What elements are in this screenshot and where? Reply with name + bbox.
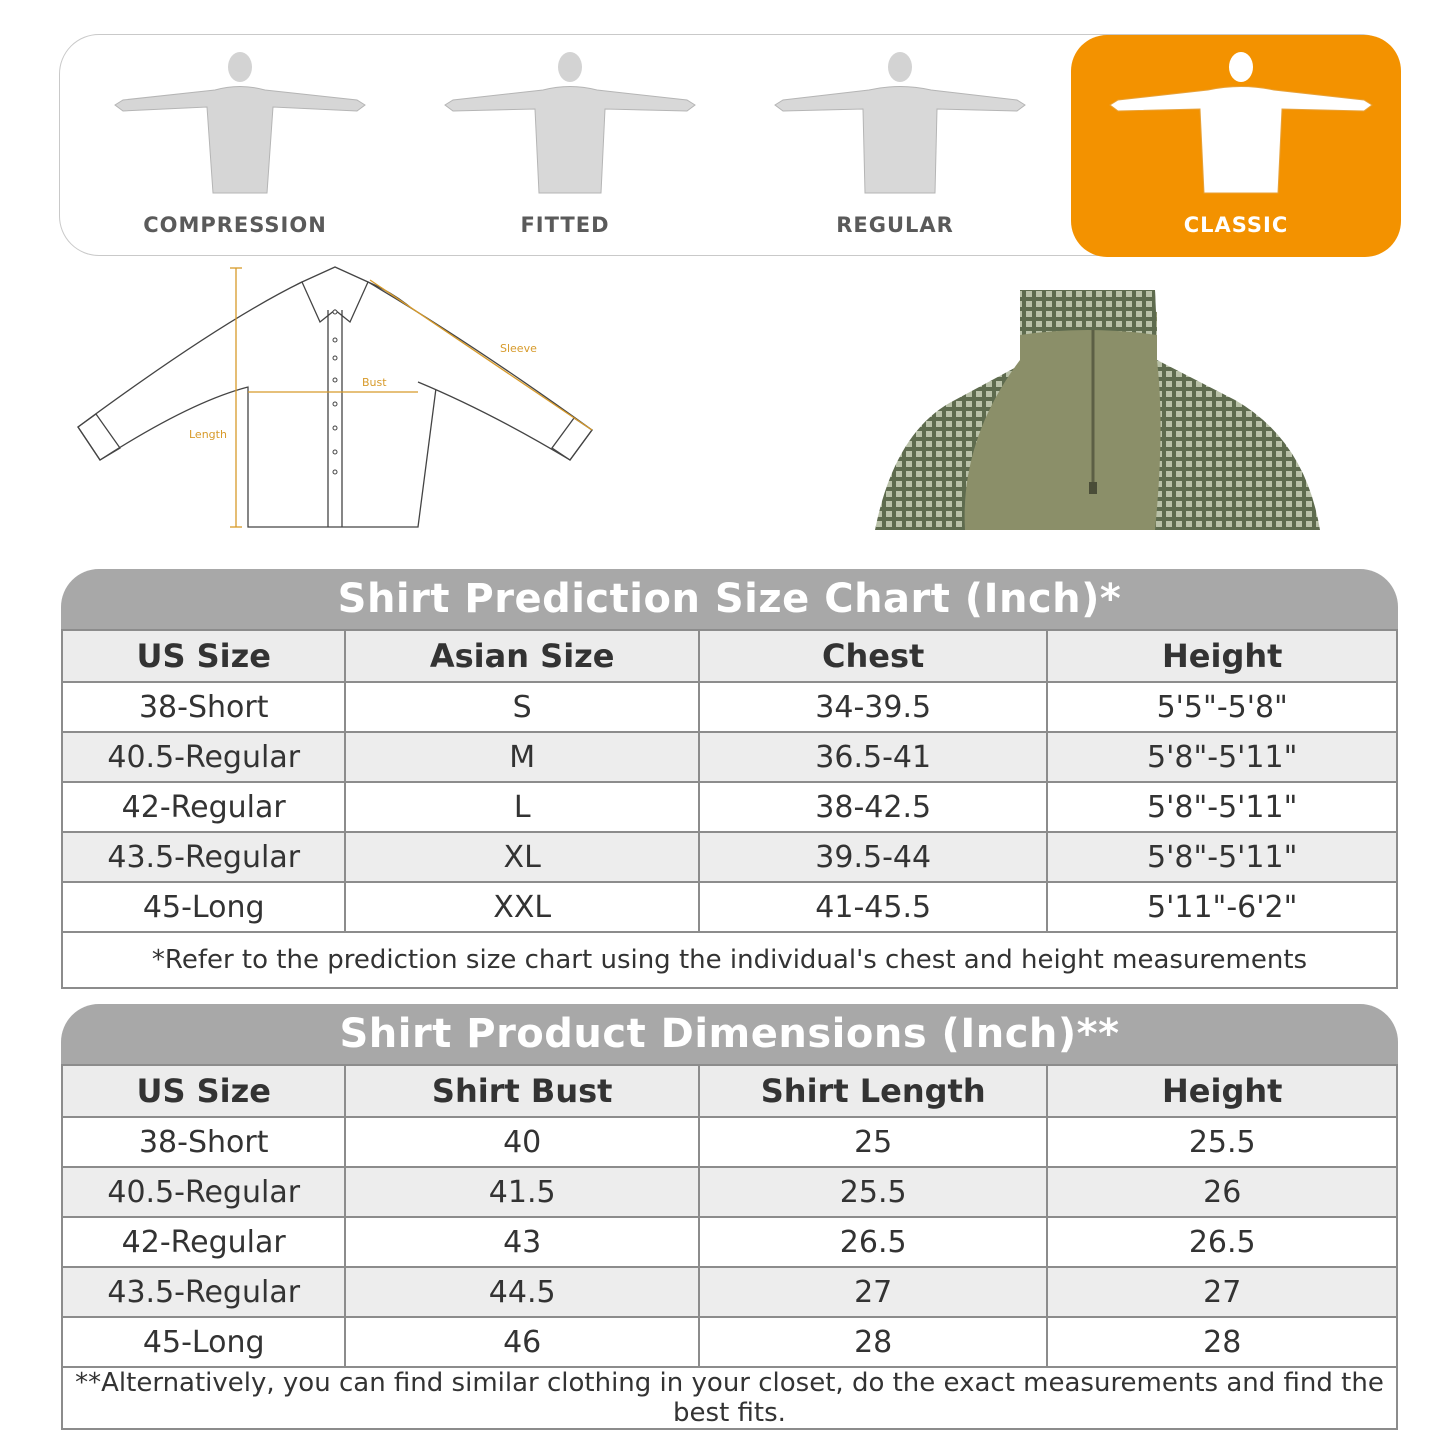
shirt-product-photo	[875, 290, 1325, 530]
table-header-row	[62, 1065, 1397, 1117]
us-size-cell: 40.5-Regular	[62, 732, 345, 782]
table-row	[62, 1167, 1397, 1217]
header-us-size: US Size	[62, 1065, 345, 1117]
prediction-note: *Refer to the prediction size chart using the individual's chest and height measurements	[62, 932, 1397, 988]
asian-size-cell: XL	[345, 832, 699, 882]
us-size-cell: 42-Regular	[62, 782, 345, 832]
header-shirt-bust: Shirt Bust	[345, 1065, 699, 1117]
header-height: Height	[1047, 630, 1397, 682]
header-shirt-length: Shirt Length	[699, 1065, 1048, 1117]
header-asian-size: Asian Size	[345, 630, 699, 682]
fit-option-compression[interactable]	[70, 35, 400, 257]
us-size-cell: 38-Short	[62, 1117, 345, 1167]
table-row	[62, 832, 1397, 882]
asian-size-cell: S	[345, 682, 699, 732]
asian-size-cell: M	[345, 732, 699, 782]
bust-cell: 44.5	[345, 1267, 699, 1317]
compression-fit-icon	[95, 45, 385, 205]
chest-cell: 39.5-44	[699, 832, 1048, 882]
table-row	[62, 1217, 1397, 1267]
height-cell: 5'8"-5'11"	[1047, 782, 1397, 832]
table-row	[62, 1267, 1397, 1317]
header-height: Height	[1047, 1065, 1397, 1117]
chest-cell: 34-39.5	[699, 682, 1048, 732]
table-row	[62, 682, 1397, 732]
prediction-size-chart	[61, 569, 1398, 989]
fit-label: FITTED	[520, 213, 610, 237]
length-cell: 25.5	[699, 1167, 1048, 1217]
dimensions-chart-title: Shirt Product Dimensions (Inch)**	[61, 1004, 1398, 1064]
regular-fit-icon	[755, 45, 1045, 205]
sleeve-label: Sleeve	[500, 342, 537, 355]
us-size-cell: 38-Short	[62, 682, 345, 732]
us-size-cell: 43.5-Regular	[62, 1267, 345, 1317]
fitted-fit-icon	[425, 45, 715, 205]
us-size-cell: 43.5-Regular	[62, 832, 345, 882]
height-cell: 5'5"-5'8"	[1047, 682, 1397, 732]
chest-cell: 38-42.5	[699, 782, 1048, 832]
us-size-cell: 45-Long	[62, 882, 345, 932]
header-us-size: US Size	[62, 630, 345, 682]
height-cell: 25.5	[1047, 1117, 1397, 1167]
dimensions-table	[61, 1064, 1398, 1430]
us-size-cell: 45-Long	[62, 1317, 345, 1367]
table-row	[62, 1317, 1397, 1367]
length-cell: 26.5	[699, 1217, 1048, 1267]
table-note-row	[62, 1367, 1397, 1429]
chest-cell: 36.5-41	[699, 732, 1048, 782]
product-dimensions-chart	[61, 1004, 1398, 1430]
height-cell: 27	[1047, 1267, 1397, 1317]
fit-selector	[59, 34, 1400, 256]
height-cell: 26	[1047, 1167, 1397, 1217]
bust-cell: 46	[345, 1317, 699, 1367]
length-label: Length	[189, 428, 227, 441]
table-note-row	[62, 932, 1397, 988]
classic-fit-icon	[1096, 45, 1386, 205]
fit-option-fitted[interactable]	[400, 35, 730, 257]
prediction-chart-title: Shirt Prediction Size Chart (Inch)*	[61, 569, 1398, 629]
fit-label: REGULAR	[836, 213, 954, 237]
dimensions-note: **Alternatively, you can find similar clothing in your closet, do the exact measurements and find the best fits.	[62, 1367, 1397, 1429]
height-cell: 5'11"-6'2"	[1047, 882, 1397, 932]
asian-size-cell: XXL	[345, 882, 699, 932]
length-cell: 25	[699, 1117, 1048, 1167]
length-cell: 27	[699, 1267, 1048, 1317]
bust-cell: 41.5	[345, 1167, 699, 1217]
header-chest: Chest	[699, 630, 1048, 682]
bust-cell: 43	[345, 1217, 699, 1267]
table-row	[62, 732, 1397, 782]
table-header-row	[62, 630, 1397, 682]
height-cell: 26.5	[1047, 1217, 1397, 1267]
chest-cell: 41-45.5	[699, 882, 1048, 932]
table-row	[62, 1117, 1397, 1167]
length-cell: 28	[699, 1317, 1048, 1367]
camo-shirt-icon	[875, 290, 1325, 530]
fit-option-classic[interactable]	[1071, 35, 1401, 257]
height-cell: 5'8"-5'11"	[1047, 832, 1397, 882]
bust-cell: 40	[345, 1117, 699, 1167]
fit-option-regular[interactable]	[730, 35, 1060, 257]
prediction-table	[61, 629, 1398, 989]
bust-label: Bust	[362, 376, 387, 389]
table-row	[62, 882, 1397, 932]
us-size-cell: 40.5-Regular	[62, 1167, 345, 1217]
table-row	[62, 782, 1397, 832]
asian-size-cell: L	[345, 782, 699, 832]
fit-label: COMPRESSION	[143, 213, 327, 237]
us-size-cell: 42-Regular	[62, 1217, 345, 1267]
fit-label: CLASSIC	[1183, 213, 1289, 237]
measurement-diagram	[70, 262, 610, 537]
shirt-outline-icon	[70, 262, 610, 537]
height-cell: 5'8"-5'11"	[1047, 732, 1397, 782]
height-cell: 28	[1047, 1317, 1397, 1367]
